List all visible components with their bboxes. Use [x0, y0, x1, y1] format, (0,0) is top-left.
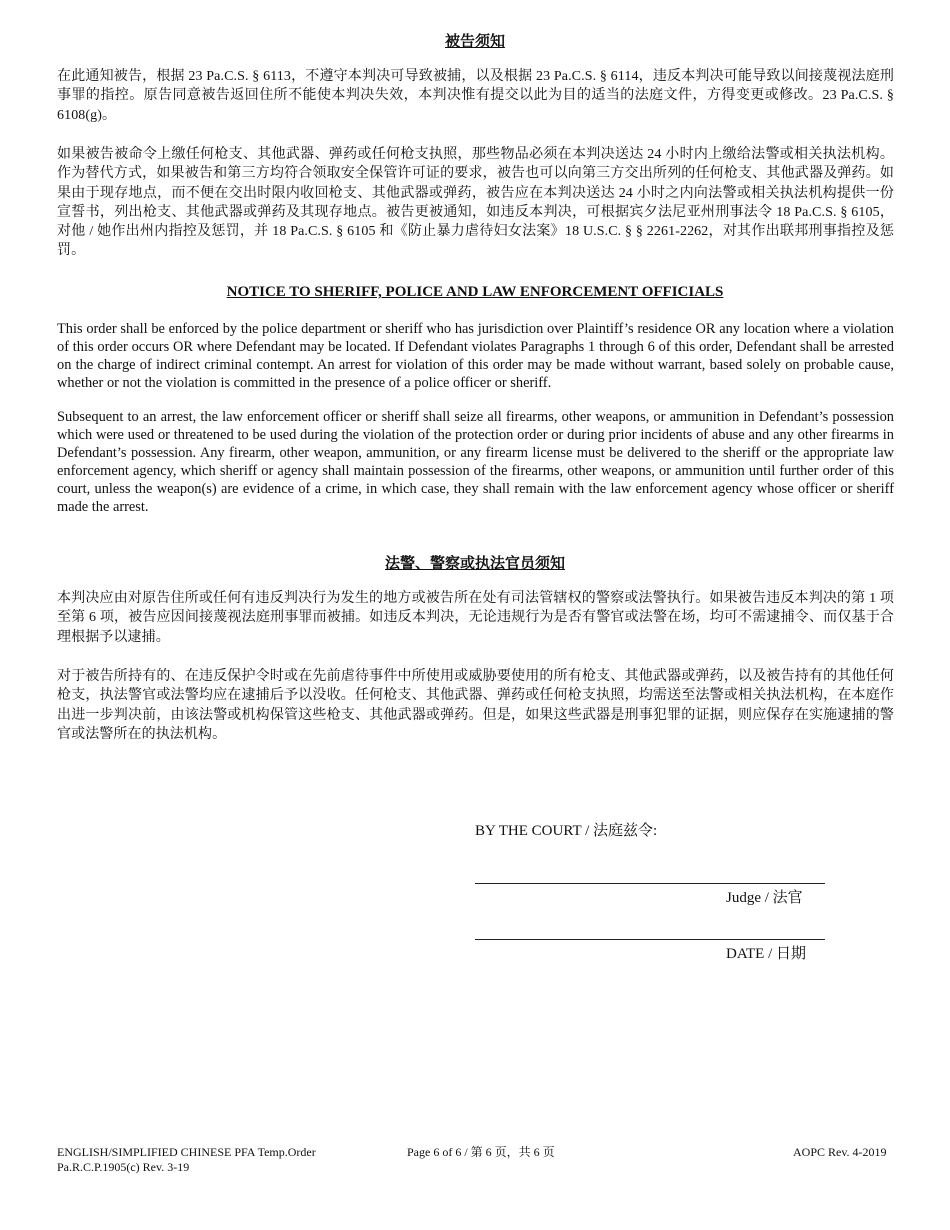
- by-the-court-label: BY THE COURT / 法庭兹令:: [475, 823, 658, 839]
- footer-revision: AOPC Rev. 4-2019: [793, 1145, 887, 1159]
- footer-page-number: Page 6 of 6 / 第 6 页，共 6 页: [407, 1145, 555, 1159]
- paragraph-cn-firearms-surrender: 如果被告被命令上缴任何枪支、其他武器、弹药或任何枪支执照，那些物品必须在本判决送达 24 小时内上缴给法警或相关执法机构。作为替代方式，如果被告和第三方均符合领取安全保管许可证的要求，被告也可以向第三方交出所列的任何枪支、其他武器及弹药。如果由于现存地点，而不便在交出时限内收回枪支、其他武器或弹药，被告应在本判决送达 24 小时之内向法警或相关执法机构提供一份宣誓书，列出枪支、其他武器或弹药及其现存地点。被告更被通知，如违反本判决，可根据宾夕法尼亚州刑事法令 18 Pa.C.S. § 6105，对他 / 她作出州内指控及惩罚，并 18 Pa.C.S. § 6105 和《防止暴力虐待妇女法案》18 U.S.C. § § 2261-2262，对其作出联邦刑事指控及惩罚。: [57, 147, 894, 259]
- paragraph-en-seizure: Subsequent to an arrest, the law enforcement officer or sheriff shall seize all firearms, other weapons, or ammunition in Defendant’s possession which were used or threatened to be used during the violation of the protection order or during prior incidents of abuse and any other firearms in Defendant’s possession. Any firearm, other weapon, ammunition, or any firearm license must be delivered to the sheriff or the appropriate law enforcement agency, which sheriff or agency shall maintain possession of the firearms, other weapons, or ammunition until further order of this court, unless the weapon(s) are evidence of a crime, in which case, they shall remain with the law enforcement agency whose officer or sheriff made the arrest.: [57, 409, 894, 515]
- paragraph-en-enforcement: This order shall be enforced by the police department or sheriff who has jurisdiction over Plaintiff’s residence OR any location where a violation of this order occurs OR where Defendant may be located. If Defendant violates Paragraphs 1 through 6 of this order, Defendant shall be arrested on the charge of indirect criminal contempt. An arrest for violation of this order may be made without warrant, based solely on probable cause, whether or not the violation is committed in the presence of a police officer or sheriff.: [57, 321, 894, 391]
- heading-sheriff-notice-en: NOTICE TO SHERIFF, POLICE AND LAW ENFORCEMENT OFFICIALS: [226, 284, 724, 300]
- footer-form-rule: Pa.R.C.P.1905(c) Rev. 3-19: [57, 1160, 190, 1174]
- heading-defendant-notice: 被告须知: [444, 34, 505, 50]
- heading-sheriff-notice-cn: 法警、警察或执法官员须知: [384, 556, 565, 572]
- paragraph-cn-enforcement: 本判决应由对原告住所或任何有违反判决行为发生的地方或被告所在处有司法管辖权的警察或法警执行。如果被告违反本判决的第 1 项至第 6 项，被告应因间接蔑视法庭刑事罪而被捕。如违反本判决，无论违规行为是否有警官或法警在场，均可不需逮捕令、而仅基于合理根据予以逮捕。: [57, 591, 894, 645]
- paragraph-cn-arrest-notice: 在此通知被告，根据 23 Pa.C.S. § 6113，不遵守本判决可导致被捕，以及根据 23 Pa.C.S. § 6114，违反本判决可能导致以间接蔑视法庭刑事罪的指控。原告同意被告返回住所不能使本判决失效，本判决惟有提交以此为目的适当的法庭文件，方得变更或修改。23 Pa.C.S. § 6108(g)。: [57, 69, 894, 123]
- date-signature-line[interactable]: [475, 939, 825, 940]
- judge-signature-line[interactable]: [475, 883, 825, 884]
- judge-label: Judge / 法官: [726, 890, 803, 906]
- paragraph-cn-seizure: 对于被告所持有的、在违反保护令时或在先前虐待事件中所使用或威胁要使用的所有枪支、其他武器或弹药，以及被告持有的其他任何枪支，执法警官或法警均应在逮捕后予以没收。任何枪支、其他武器、弹药或任何枪支执照，均需送至法警或相关执法机构，在本庭作出进一步判决前，由该法警或机构保管这些枪支、其他武器或弹药。但是，如果这些武器是刑事犯罪的证据，则应保存在实施逮捕的警官或法警所在的执法机构。: [57, 669, 894, 742]
- footer-form-name: ENGLISH/SIMPLIFIED CHINESE PFA Temp.Order: [57, 1145, 316, 1159]
- date-label: DATE / 日期: [726, 946, 806, 962]
